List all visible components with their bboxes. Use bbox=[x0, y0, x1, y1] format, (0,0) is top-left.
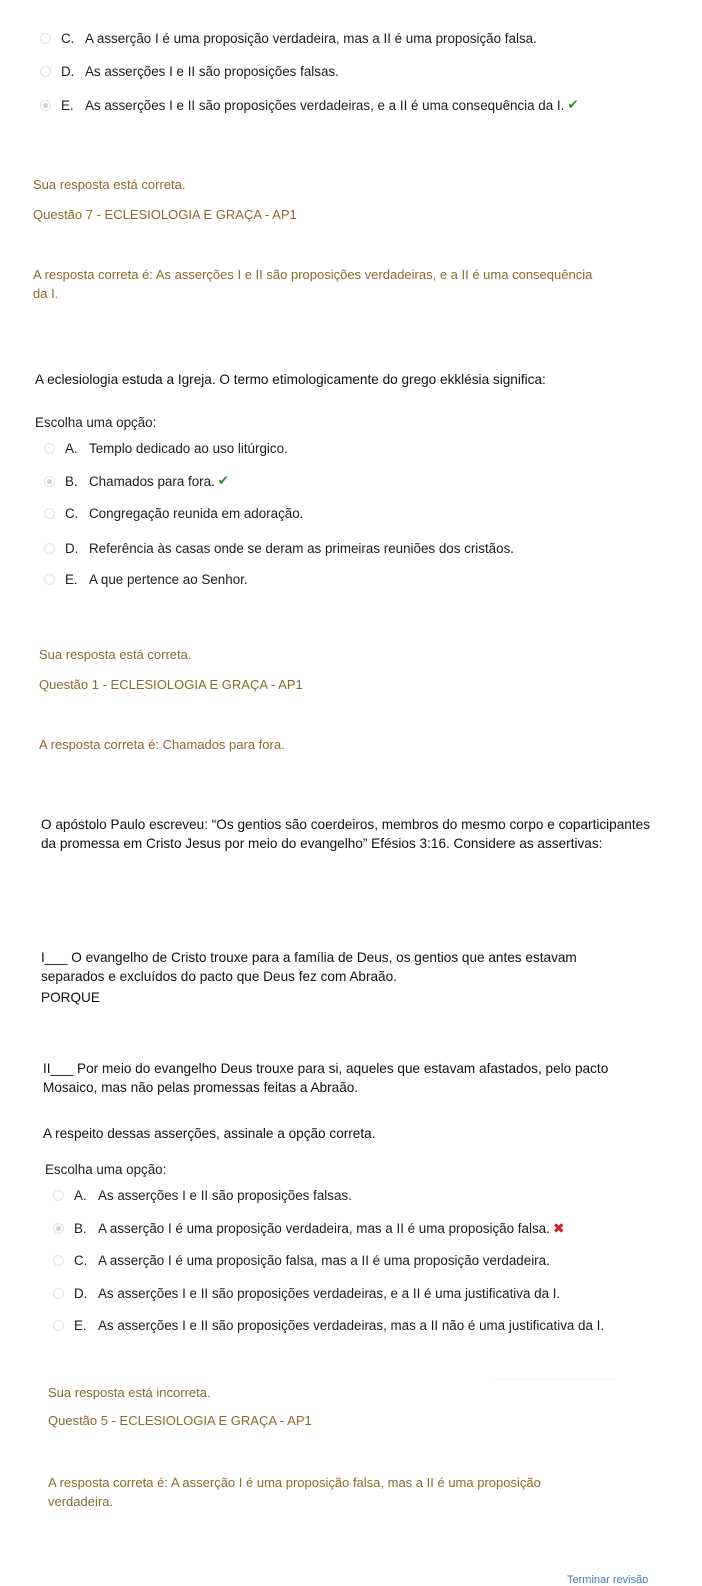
feedback-question: Questão 1 - ECLESIOLOGIA E GRAÇA - AP1 bbox=[39, 677, 303, 692]
option-text: A asserção I é uma proposição verdadeira, mas a II é uma proposição falsa. bbox=[98, 1221, 550, 1236]
feedback-status: Sua resposta está correta. bbox=[39, 647, 192, 662]
choose-label: Escolha uma opção: bbox=[45, 1162, 167, 1177]
radio-icon[interactable] bbox=[53, 1320, 64, 1331]
radio-icon[interactable] bbox=[44, 508, 55, 519]
option-text: As asserções I e II são proposições verdadeiras, e a II é uma justificativa da I. bbox=[98, 1286, 561, 1301]
feedback-question: Questão 7 - ECLESIOLOGIA E GRAÇA - AP1 bbox=[33, 207, 297, 222]
q-prev-option-c[interactable]: C. A asserção I é uma proposição verdadeira, mas a II é uma proposição falsa. bbox=[40, 31, 537, 46]
q-prev-option-d[interactable]: D. As asserções I e II são proposições falsas. bbox=[40, 64, 339, 79]
radio-icon[interactable] bbox=[53, 1255, 64, 1266]
option-text: Congregação reunida em adoração. bbox=[89, 506, 304, 521]
q3-option-a[interactable]: A. As asserções I e II são proposições falsas. bbox=[53, 1188, 352, 1203]
question-text: A eclesiologia estuda a Igreja. O termo etimologicamente do grego ekklésia significa: bbox=[35, 372, 546, 387]
instruction-text: A respeito dessas asserções, assinale a opção correta. bbox=[43, 1126, 376, 1141]
radio-selected-icon[interactable] bbox=[44, 476, 55, 487]
radio-selected-icon[interactable] bbox=[40, 100, 51, 111]
option-text: A que pertence ao Senhor. bbox=[89, 572, 248, 587]
option-text: As asserções I e II são proposições falsas. bbox=[85, 64, 339, 79]
option-text: Templo dedicado ao uso litúrgico. bbox=[89, 441, 288, 456]
q3-option-c[interactable]: C. A asserção I é uma proposição falsa, mas a II é uma proposição verdadeira. bbox=[53, 1253, 550, 1268]
feedback-status: Sua resposta está correta. bbox=[33, 177, 186, 192]
option-text: As asserções I e II são proposições verdadeiras, mas a II não é uma justificativa da I. bbox=[98, 1318, 605, 1333]
radio-icon[interactable] bbox=[44, 543, 55, 554]
radio-icon[interactable] bbox=[53, 1190, 64, 1201]
radio-icon[interactable] bbox=[40, 66, 51, 77]
q2-option-c[interactable]: C. Congregação reunida em adoração. bbox=[44, 506, 303, 521]
q2-option-a[interactable]: A. Templo dedicado ao uso litúrgico. bbox=[44, 441, 288, 456]
q2-option-e[interactable]: E. A que pertence ao Senhor. bbox=[44, 572, 248, 587]
incorrect-cross-icon: ✖ bbox=[552, 1220, 565, 1236]
feedback-answer: A resposta correta é: As asserções I e II são proposições verdadeiras, e a II é uma consequência da I. bbox=[33, 267, 593, 301]
porque-label: PORQUE bbox=[41, 990, 100, 1005]
choose-label: Escolha uma opção: bbox=[35, 415, 157, 430]
q-prev-option-e[interactable]: E. As asserções I e II são proposições verdadeiras, e a II é uma consequência da I. ✔ bbox=[40, 97, 579, 113]
radio-icon[interactable] bbox=[40, 33, 51, 44]
correct-check-icon: ✔ bbox=[567, 97, 579, 112]
feedback-answer: A resposta correta é: A asserção I é uma proposição falsa, mas a II é uma proposição verdadeira. bbox=[48, 1475, 541, 1509]
feedback-question: Questão 5 - ECLESIOLOGIA E GRAÇA - AP1 bbox=[48, 1413, 312, 1428]
feedback-answer: A resposta correta é: Chamados para fora. bbox=[39, 737, 285, 752]
assertion-2: II___ Por meio do evangelho Deus trouxe para si, aqueles que estavam afastados, pelo pacto Mosaico, mas não pelas promessas feitas a Abraão. bbox=[43, 1061, 609, 1095]
option-text: Chamados para fora. bbox=[89, 473, 215, 489]
feedback-status: Sua resposta está incorreta. bbox=[48, 1385, 211, 1400]
q3-option-b[interactable]: B. A asserção I é uma proposição verdadeira, mas a II é uma proposição falsa. ✖ bbox=[53, 1220, 565, 1237]
finish-review-link[interactable]: Terminar revisão bbox=[567, 1574, 649, 1586]
option-text: A asserção I é uma proposição verdadeira, mas a II é uma proposição falsa. bbox=[85, 31, 537, 46]
divider bbox=[495, 1379, 615, 1380]
radio-icon[interactable] bbox=[53, 1288, 64, 1299]
radio-selected-icon[interactable] bbox=[53, 1223, 64, 1234]
q3-option-d[interactable]: D. As asserções I e II são proposições verdadeiras, e a II é uma justificativa da I. bbox=[53, 1286, 560, 1301]
radio-icon[interactable] bbox=[44, 443, 55, 454]
radio-icon[interactable] bbox=[44, 574, 55, 585]
option-text: As asserções I e II são proposições falsas. bbox=[98, 1188, 352, 1203]
option-text: Referência às casas onde se deram as primeiras reuniões dos cristãos. bbox=[89, 541, 514, 556]
q3-option-e[interactable]: E. As asserções I e II são proposições verdadeiras, mas a II não é uma justificativa da I. bbox=[53, 1318, 604, 1333]
assertion-1: I___ O evangelho de Cristo trouxe para a família de Deus, os gentios que antes estavam separados e excluídos do pacto que Deus fez com Abraão. bbox=[41, 950, 577, 984]
question-intro: O apóstolo Paulo escreveu: “Os gentios são coerdeiros, membros do mesmo corpo e coparticipantes da promessa em Cristo Jesus por meio do evangelho” Efésios 3:16. Considere as assertivas: bbox=[41, 817, 650, 851]
option-text: A asserção I é uma proposição falsa, mas a II é uma proposição verdadeira. bbox=[98, 1253, 550, 1268]
q2-option-d[interactable]: D. Referência às casas onde se deram as primeiras reuniões dos cristãos. bbox=[44, 541, 514, 556]
option-text: As asserções I e II são proposições verdadeiras, e a II é uma consequência da I. bbox=[85, 97, 565, 113]
q2-option-b[interactable]: B. Chamados para fora. ✔ bbox=[44, 473, 229, 489]
correct-check-icon: ✔ bbox=[217, 473, 230, 488]
